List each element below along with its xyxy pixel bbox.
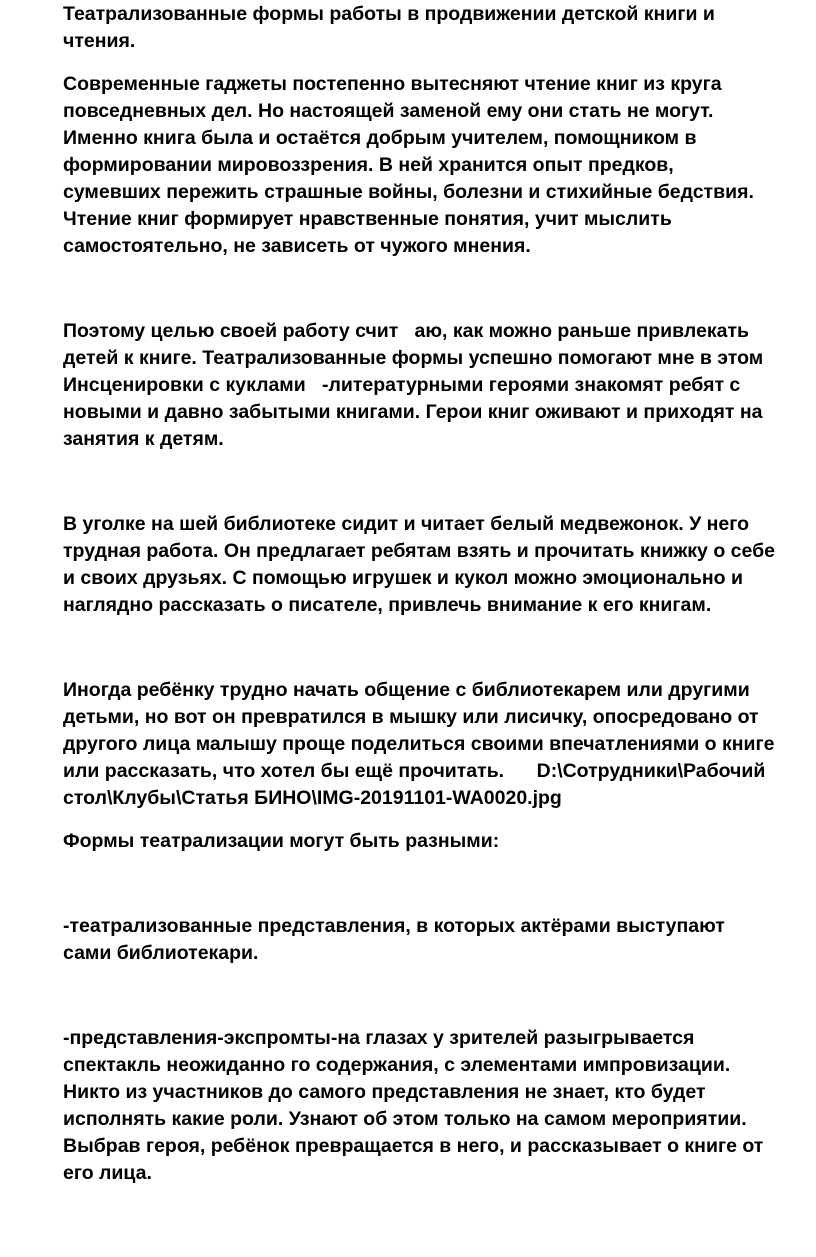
paragraph-line: детей к книге. Театрализованные формы успешно помогают мне в этом (63, 347, 764, 369)
paragraph-line: формировании мировоззрения. В ней хранится опыт предков, (63, 154, 674, 176)
file-path-text: стол\Клубы\Статья БИНО\IMG-20191101-WA0020.jpg (63, 787, 562, 809)
list-item-line: -театрализованные представления, в которых актёрами выступают (63, 915, 725, 937)
paragraph-line: наглядно рассказать о писателе, привлечь внимание к его книгам. (63, 594, 712, 616)
paragraph-line: В уголке на шей библиотеке сидит и читает белый медвежонок. У него (63, 513, 750, 535)
paragraph-line: Чтение книг формирует нравственные понятия, учит мыслить (63, 208, 672, 230)
paragraph-line: новыми и давно забытыми книгами. Герои книг оживают и приходят на (63, 401, 763, 423)
list-item-line: Никто из участников до самого представления не знает, кто будет (63, 1081, 706, 1103)
paragraph-line: детьми, но вот он превратился в мышку или лисичку, опосредовано от (63, 706, 759, 728)
paragraph-line: Поэтому целью своей работу счит аю, как можно раньше привлекать (63, 320, 749, 342)
paragraph-line: сумевших пережить страшные войны, болезни и стихийные бедствия. (63, 181, 754, 203)
paragraph-line: трудная работа. Он предлагает ребятам взять и прочитать книжку о себе (63, 540, 775, 562)
list-item-line: спектакль неожиданно го содержания, с элементами импровизации. (63, 1054, 731, 1076)
list-item-line: -представления-экспромты-на глазах у зрителей разыгрывается (63, 1027, 695, 1049)
paragraph-line: или рассказать, что хотел бы ещё прочитать. D:\Сотрудники\Рабочий (63, 760, 766, 782)
paragraph-line: занятия к детям. (63, 428, 224, 450)
paragraph-line: Современные гаджеты постепенно вытесняют чтение книг из круга (63, 73, 722, 95)
paragraph-line: повседневных дел. Но настоящей заменой ему они стать не могут. (63, 100, 714, 122)
paragraph-line: Иногда ребёнку трудно начать общение с библиотекарем или другими (63, 679, 750, 701)
list-item-line: его лица. (63, 1162, 152, 1184)
paragraph-line: Инсценировки с куклами -литературными героями знакомят ребят с (63, 374, 741, 396)
list-item-line: Выбрав героя, ребёнок превращается в него, и рассказывает о книге от (63, 1135, 764, 1157)
list-item-line: исполнять какие роли. Узнают об этом только на самом мероприятии. (63, 1108, 747, 1130)
document-title-line: Театрализованные формы работы в продвижении детской книги и (63, 3, 715, 25)
paragraph-line: и своих друзьях. С помощью игрушек и кукол можно эмоционально и (63, 567, 743, 589)
paragraph-line: другого лица малышу проще поделиться своими впечатлениями о книге (63, 733, 775, 755)
list-item-line: сами библиотекари. (63, 942, 259, 964)
paragraph-line: Именно книга была и остаётся добрым учителем, помощником в (63, 127, 697, 149)
document-title-line: чтения. (63, 30, 136, 52)
paragraph-line: Формы театрализации могут быть разными: (63, 830, 500, 852)
paragraph-line: самостоятельно, не зависеть от чужого мнения. (63, 235, 531, 257)
